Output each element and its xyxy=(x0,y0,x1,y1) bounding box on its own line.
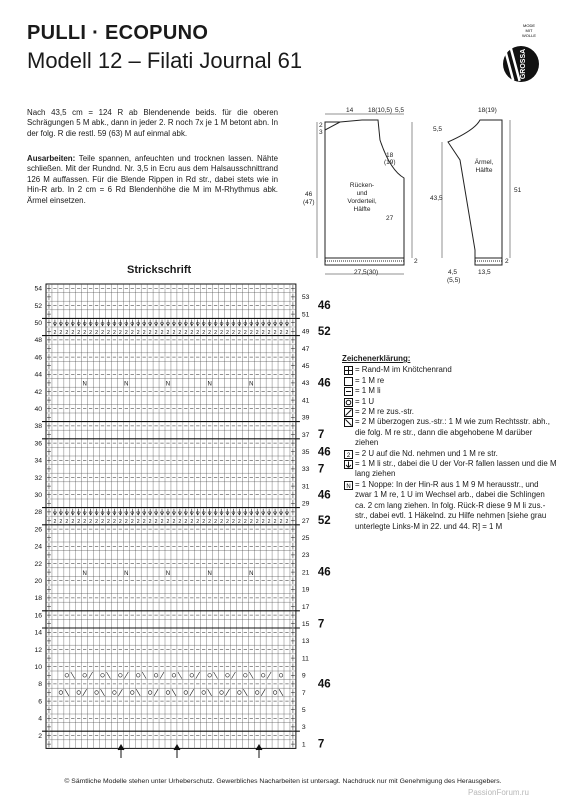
left-row-number: 26 xyxy=(34,526,42,534)
double-yo-mark: 2 xyxy=(59,329,63,336)
legend-item xyxy=(342,376,557,386)
right-row-number: 33 xyxy=(301,466,310,474)
double-yo-mark: 2 xyxy=(83,329,87,336)
sleeve-dim-135: 13,5 xyxy=(478,269,491,276)
repeat-label: 46 xyxy=(317,566,331,579)
double-yo-mark: 2 xyxy=(160,519,164,525)
dim-top-left: 2 xyxy=(319,122,323,129)
left-row-number: 38 xyxy=(34,423,42,431)
right-row-number: 27 xyxy=(301,517,310,525)
legend-item-label: = 1 M re xyxy=(355,375,385,385)
right-row-number: 7 xyxy=(301,689,306,697)
double-yo-mark: 2 xyxy=(184,519,188,525)
legend-item xyxy=(342,407,557,417)
drop-stitch-icon xyxy=(342,460,355,469)
left-row-number: 50 xyxy=(34,320,42,327)
legend-item xyxy=(342,365,557,375)
nupp-mark: N xyxy=(82,570,87,577)
double-yarn-over-icon xyxy=(342,450,355,459)
logo-text-line: MODE xyxy=(523,23,535,28)
legend-item xyxy=(342,386,557,396)
chart-title: Strickschrift xyxy=(127,264,192,276)
legend-item-label: = 2 M überzogen zus.-str.: 1 M wie zum Rechtsstr. abh., die folg. M re str., dann die abgehobene M darüber ziehen xyxy=(355,417,550,448)
double-yo-mark: 2 xyxy=(160,329,164,336)
double-yo-mark: 2 xyxy=(53,519,57,525)
logo-text-line: MIT xyxy=(525,28,533,33)
double-yo-mark: 2 xyxy=(279,519,283,525)
double-yo-mark: 2 xyxy=(243,519,247,525)
dim-right-18: 18 xyxy=(386,152,394,159)
left-row-number: 20 xyxy=(34,578,42,585)
double-yo-mark: 2 xyxy=(243,329,247,336)
double-yo-mark: 2 xyxy=(130,519,134,525)
repeat-label: 7 xyxy=(317,618,325,631)
double-yo-mark: 2 xyxy=(285,519,289,525)
right-row-number: 41 xyxy=(301,397,310,405)
double-yo-mark: 2 xyxy=(101,329,104,336)
double-yo-mark: 2 xyxy=(148,329,152,336)
right-row-number: 37 xyxy=(301,431,310,439)
left-row-number: 4 xyxy=(38,715,42,723)
repeat-label: 46 xyxy=(317,678,331,691)
garment-schematic xyxy=(300,100,562,290)
double-yo-mark: 2 xyxy=(65,519,69,525)
left-row-number: 6 xyxy=(38,698,42,706)
logo-brand-text: GROSSA xyxy=(520,48,527,80)
nupp-mark: N xyxy=(124,570,129,577)
double-yo-mark: 2 xyxy=(107,329,110,336)
dim-top-left-2: 3 xyxy=(319,129,323,136)
double-yo-mark: 2 xyxy=(95,519,99,525)
nupp-mark: N xyxy=(124,381,129,388)
double-yo-mark: 2 xyxy=(261,329,265,336)
nupp-mark: N xyxy=(165,381,171,388)
double-yo-mark: 2 xyxy=(112,519,116,525)
double-yo-mark: 2 xyxy=(142,519,146,525)
k2tog-icon xyxy=(342,408,355,417)
double-yo-mark: 2 xyxy=(89,329,93,336)
sleeve-dim-45: 4,5 xyxy=(448,269,458,276)
double-yo-mark: 2 xyxy=(77,519,81,525)
right-row-number: 13 xyxy=(301,638,310,646)
chart-left-row-numbers xyxy=(34,286,42,740)
nupp-mark: N xyxy=(249,570,254,577)
right-row-number: 15 xyxy=(301,621,310,628)
nupp-mark: N xyxy=(207,381,212,388)
left-row-number: 52 xyxy=(34,302,42,310)
right-row-number: 39 xyxy=(301,414,310,422)
double-yo-mark: 2 xyxy=(196,519,200,525)
sleeve-dim-top: 18(19) xyxy=(478,107,497,114)
dim-55: 5,5 xyxy=(395,107,405,114)
left-row-number: 34 xyxy=(34,457,42,465)
double-yo-mark: 2 xyxy=(267,519,271,525)
right-row-number: 21 xyxy=(301,569,310,577)
legend-heading: Zeichenerklärung: xyxy=(342,354,411,363)
left-row-number: 28 xyxy=(34,509,42,517)
chart-grid xyxy=(42,284,300,748)
left-row-number: 30 xyxy=(34,492,42,499)
repeat-label: 52 xyxy=(317,325,331,338)
chart-repeat-labels xyxy=(318,300,331,751)
sleeve-label: Ärmel, Hälfte xyxy=(474,159,494,174)
dim-bottom-right: 2 xyxy=(414,258,418,265)
dim-14: 14 xyxy=(346,107,354,114)
left-row-number: 18 xyxy=(34,595,42,603)
left-row-number: 42 xyxy=(34,388,42,396)
left-row-number: 24 xyxy=(34,543,42,551)
double-yo-mark: 2 xyxy=(136,329,140,336)
double-yo-mark: 2 xyxy=(226,519,229,525)
left-row-number: 16 xyxy=(34,612,42,620)
skpo-icon xyxy=(342,418,355,427)
double-yo-mark: 2 xyxy=(190,519,194,525)
legend-item xyxy=(342,397,557,407)
repeat-label: 46 xyxy=(317,446,331,459)
legend-item-label: = 1 Noppe: In der Hin-R aus 1 M 9 M herausstr., und zwar 1 M re, 1 U im Wechsel arb., dabei die Schlingen ca. 2 cm lang ziehen. In folg. Rück-R diese 9 M li zus.-str., dabei evtl. 1 Häkelnd. zu Hilfe nehmen [siehe grau unterlegte Links-M in 22. und 44. R] = 1 M xyxy=(355,479,547,531)
dim-left-46: 46 xyxy=(305,191,313,198)
double-yo-mark: 2 xyxy=(273,329,277,336)
right-row-number: 23 xyxy=(301,552,310,560)
repeat-label: 7 xyxy=(317,429,325,442)
double-yo-mark: 2 xyxy=(196,329,200,336)
double-yo-mark: 2 xyxy=(178,519,182,525)
brand-logo xyxy=(499,22,544,84)
nupp-mark: N xyxy=(165,570,171,577)
finishing-heading: Ausarbeiten: xyxy=(27,154,76,163)
repeat-label: 46 xyxy=(317,489,331,502)
double-yo-mark: 2 xyxy=(95,329,99,336)
double-yo-mark: 2 xyxy=(53,329,57,336)
right-row-number: 3 xyxy=(301,724,306,732)
page-title: PULLI · ECOPUNO xyxy=(27,22,209,44)
double-yo-mark: 2 xyxy=(285,329,289,336)
sleeve-dim-51: 51 xyxy=(514,187,522,194)
double-yo-mark: 2 xyxy=(71,329,75,336)
double-yo-mark: 2 xyxy=(166,519,170,525)
double-yo-mark: 2 xyxy=(136,519,140,525)
legend-item-label: = 2 M re zus.-str. xyxy=(355,407,414,417)
edge-stitch-icon xyxy=(342,366,355,375)
double-yo-mark: 2 xyxy=(77,329,81,336)
double-yo-mark: 2 xyxy=(178,329,182,336)
logo-text-line: WOLLE xyxy=(521,33,537,38)
right-row-number: 29 xyxy=(301,500,310,508)
sleeve-dim-bottom-right: 2 xyxy=(505,258,509,265)
double-yo-mark: 2 xyxy=(154,329,158,336)
legend-item xyxy=(342,449,557,459)
left-row-number: 10 xyxy=(34,664,42,671)
double-yo-mark: 2 xyxy=(214,329,218,336)
legend-item-label: = 1 U xyxy=(355,396,375,406)
left-row-number: 36 xyxy=(34,440,42,448)
double-yo-mark: 2 xyxy=(261,519,265,525)
double-yo-mark: 2 xyxy=(89,519,93,525)
double-yo-mark: 2 xyxy=(237,329,241,336)
right-row-number: 51 xyxy=(301,311,310,319)
intro-text: Nach 43,5 cm = 124 R ab Blendenende beids. für die oberen Schrägungen 5 M abk., dann in jeder 2. R noch 7x je 1 M betont abn. In der folg. R die restl. 59 (63) M auf einmal abk. xyxy=(27,108,278,138)
double-yo-mark: 2 xyxy=(166,329,170,336)
double-yo-mark: 2 xyxy=(184,329,188,336)
copyright-footer: © Sämtliche Modelle stehen unter Urheberschutz. Gewerbliches Nacharbeiten ist untersagt. Nachdruck nur mit Genehmigung des Herausgebers. xyxy=(64,778,502,785)
svg-text:N: N xyxy=(346,483,351,490)
double-yo-mark: 2 xyxy=(231,519,235,525)
right-row-number: 17 xyxy=(301,603,310,611)
left-row-number: 32 xyxy=(34,474,42,482)
dim-right-27: 27 xyxy=(386,215,394,222)
nupp-mark: N xyxy=(249,381,254,388)
double-yo-mark: 2 xyxy=(208,329,212,336)
double-yo-mark: 2 xyxy=(202,329,206,336)
double-yo-mark: 2 xyxy=(279,329,283,336)
left-row-number: 40 xyxy=(34,406,42,413)
double-yo-mark: 2 xyxy=(118,329,122,336)
nupp-icon xyxy=(342,481,355,490)
right-row-number: 35 xyxy=(301,449,310,456)
left-row-number: 54 xyxy=(34,285,42,293)
double-yo-mark: 2 xyxy=(83,519,87,525)
double-yo-mark: 2 xyxy=(130,329,134,336)
legend-item xyxy=(342,459,557,480)
knit-left-icon xyxy=(342,387,355,396)
double-yo-mark: 2 xyxy=(220,329,223,336)
finishing-text: Teile spannen, anfeuchten und trocknen lassen. Nähte schließen. Mit der Rundnd. Nr. 3,5 in Ecru aus dem Halsausschnittrand 126 M auffassen. Für die Blende Rippen in Rd str., dabei stets wie in Hin-R arb. In 2 cm = 6 Rd Blendenhöhe die M im M-Rhythmus abk. Ärmel einsetzen. xyxy=(27,154,278,205)
finishing-instructions xyxy=(27,154,278,206)
legend-item-label: = 2 U auf die Nd. nehmen und 1 M re str. xyxy=(355,448,498,458)
double-yo-mark: 2 xyxy=(249,329,253,336)
double-yo-mark: 2 xyxy=(172,329,176,336)
legend-item xyxy=(342,417,557,448)
right-row-number: 43 xyxy=(301,380,310,388)
legend-item-label: = 1 M li str., dabei die U der Vor-R fallen lassen und die M lang ziehen xyxy=(355,459,557,479)
legend-item-label: = Rand-M im Knötchenrand xyxy=(355,365,452,375)
right-row-number: 5 xyxy=(301,707,306,714)
double-yo-mark: 2 xyxy=(59,519,63,525)
right-row-number: 53 xyxy=(301,294,310,302)
left-row-number: 48 xyxy=(34,337,42,345)
right-row-number: 19 xyxy=(301,586,310,594)
right-row-number: 9 xyxy=(301,672,306,680)
body-outline xyxy=(325,120,404,258)
dim-left-47: (47) xyxy=(303,199,315,206)
double-yo-mark: 2 xyxy=(190,329,194,336)
right-row-number: 31 xyxy=(301,483,310,491)
double-yo-mark: 2 xyxy=(71,519,75,525)
right-row-number: 11 xyxy=(301,655,309,663)
sleeve-dim-435: 43,5 xyxy=(430,195,443,202)
double-yo-mark: 2 xyxy=(249,519,253,525)
double-yo-mark: 2 xyxy=(118,519,122,525)
double-yo-mark: 2 xyxy=(220,519,223,525)
right-row-number: 47 xyxy=(301,345,310,353)
chart-right-row-numbers xyxy=(302,294,310,748)
double-yo-mark: 2 xyxy=(154,519,158,525)
double-yo-mark: 2 xyxy=(124,329,128,336)
repeat-label: 46 xyxy=(317,300,331,313)
double-yo-mark: 2 xyxy=(101,519,104,525)
double-yo-mark: 2 xyxy=(255,329,259,336)
sleeve-outline xyxy=(448,120,502,258)
double-yo-mark: 2 xyxy=(214,519,218,525)
double-yo-mark: 2 xyxy=(226,329,229,336)
repeat-label: 46 xyxy=(317,377,331,390)
repeat-label: 7 xyxy=(317,463,325,476)
double-yo-mark: 2 xyxy=(112,329,116,336)
double-yo-mark: 2 xyxy=(255,519,259,525)
left-row-number: 2 xyxy=(38,732,42,740)
double-yo-mark: 2 xyxy=(107,519,110,525)
legend xyxy=(342,354,557,532)
right-row-number: 25 xyxy=(301,535,310,542)
repeat-label: 52 xyxy=(317,515,331,528)
right-row-number: 49 xyxy=(301,328,310,336)
sleeve-dim-55b: (5,5) xyxy=(447,277,461,284)
double-yo-mark: 2 xyxy=(148,519,152,525)
double-yo-mark: 2 xyxy=(124,519,128,525)
left-row-number: 12 xyxy=(34,646,42,654)
double-yo-mark: 2 xyxy=(65,329,69,336)
nupp-mark: N xyxy=(207,570,212,577)
double-yo-mark: 2 xyxy=(231,329,235,336)
repeat-label: 7 xyxy=(317,738,325,751)
left-row-number: 8 xyxy=(38,681,42,689)
page-subtitle: Modell 12 – Filati Journal 61 xyxy=(27,48,303,73)
sleeve-schematic xyxy=(442,120,510,265)
dim-bottom: 27,5(30) xyxy=(354,269,379,276)
sleeve-dim-55: 5,5 xyxy=(433,126,443,133)
nupp-mark: N xyxy=(82,381,87,388)
left-row-number: 46 xyxy=(34,354,42,362)
knitting-chart xyxy=(26,280,331,760)
yarn-over-icon xyxy=(342,398,355,407)
left-row-number: 44 xyxy=(34,371,42,379)
knit-right-icon xyxy=(342,377,355,386)
legend-item-label: = 1 M li xyxy=(355,386,381,396)
dim-right-19: (19) xyxy=(384,159,396,166)
double-yo-mark: 2 xyxy=(237,519,241,525)
dim-18: 18(10,5) xyxy=(368,107,393,114)
body-label: Rücken-und Vorderteil, Hälfte xyxy=(347,182,377,213)
double-yo-mark: 2 xyxy=(267,329,271,336)
double-yo-mark: 2 xyxy=(208,519,212,525)
right-row-number: 1 xyxy=(301,741,306,749)
right-row-number: 45 xyxy=(301,363,310,370)
left-row-number: 22 xyxy=(34,560,42,568)
double-yo-mark: 2 xyxy=(172,519,176,525)
watermark: PassionForum.ru xyxy=(468,788,529,797)
double-yo-mark: 2 xyxy=(202,519,206,525)
double-yo-mark: 2 xyxy=(142,329,146,336)
left-row-number: 14 xyxy=(34,629,42,637)
legend-item xyxy=(342,480,557,532)
double-yo-mark: 2 xyxy=(273,519,277,525)
svg-text:2: 2 xyxy=(346,452,351,459)
